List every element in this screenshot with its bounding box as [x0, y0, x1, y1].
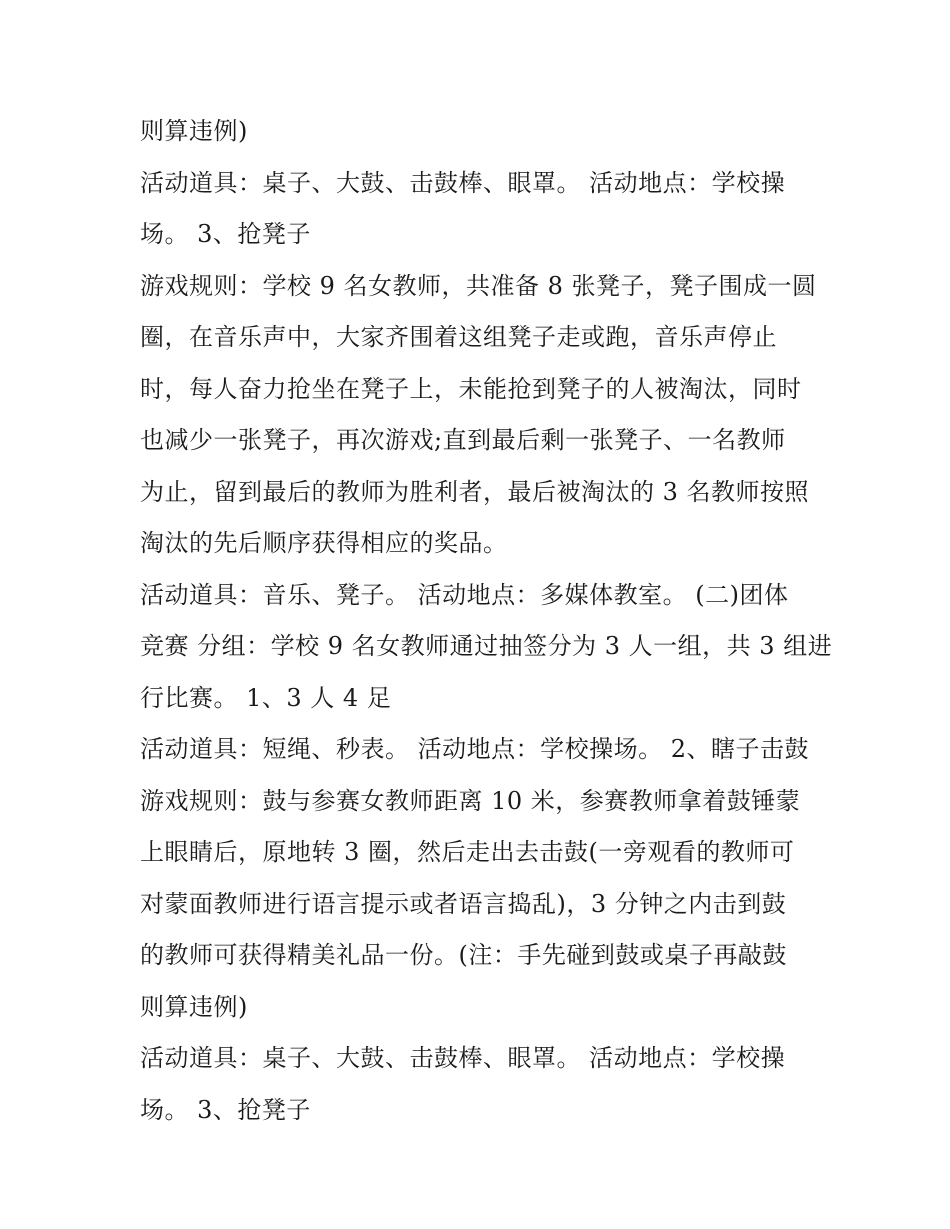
text-line-12: 行比赛。 1、3 人 4 足 [140, 683, 392, 712]
text-line-4: 游戏规则：学校 9 名女教师，共准备 8 张凳子，凳子围成一圆 [140, 271, 817, 300]
text-line-14: 游戏规则：鼓与参赛女教师距离 10 米，参赛教师拿着鼓锤蒙 [140, 786, 801, 815]
text-line-16: 对蒙面教师进行语言提示或者语言捣乱)，3 分钟之内击到鼓 [140, 889, 787, 918]
text-line-8: 为止，留到最后的教师为胜利者，最后被淘汰的 3 名教师按照 [140, 477, 810, 506]
text-line-15: 上眼睛后，原地转 3 圈，然后走出去击鼓(一旁观看的教师可 [140, 838, 795, 866]
document-body [140, 106, 833, 1136]
text-line-3: 场。 3、抢凳子 [140, 220, 311, 248]
text-line-17: 的教师可获得精美礼品一份。(注：手先碰到鼓或桌子再敲鼓 [140, 941, 787, 969]
text-line-2: 活动道具：桌子、大鼓、击鼓棒、眼罩。 活动地点：学校操 [140, 168, 786, 197]
text-line-6: 时，每人奋力抢坐在凳子上，未能抢到凳子的人被淘汰，同时 [140, 374, 802, 403]
text-line-10: 活动道具：音乐、凳子。 活动地点：多媒体教室。 (二)团体 [140, 580, 789, 609]
text-line-19: 活动道具：桌子、大鼓、击鼓棒、眼罩。 活动地点：学校操 [140, 1044, 786, 1072]
text-line-9: 淘汰的先后顺序获得相应的奖品。 [140, 529, 508, 557]
text-line-7: 也减少一张凳子，再次游戏;直到最后剩一张凳子、一名教师 [140, 426, 786, 454]
text-line-5: 圈，在音乐声中，大家齐围着这组凳子走或跑，音乐声停止 [140, 323, 777, 351]
text-line-20: 场。 3、抢凳子 [140, 1095, 311, 1124]
text-line-18: 则算违例) [140, 992, 248, 1021]
text-line-1: 则算违例) [140, 117, 248, 145]
text-line-13: 活动道具：短绳、秒表。 活动地点：学校操场。 2、瞎子击鼓 [140, 735, 810, 763]
text-line-11: 竞赛 分组：学校 9 名女教师通过抽签分为 3 人一组，共 3 组进 [140, 632, 833, 660]
